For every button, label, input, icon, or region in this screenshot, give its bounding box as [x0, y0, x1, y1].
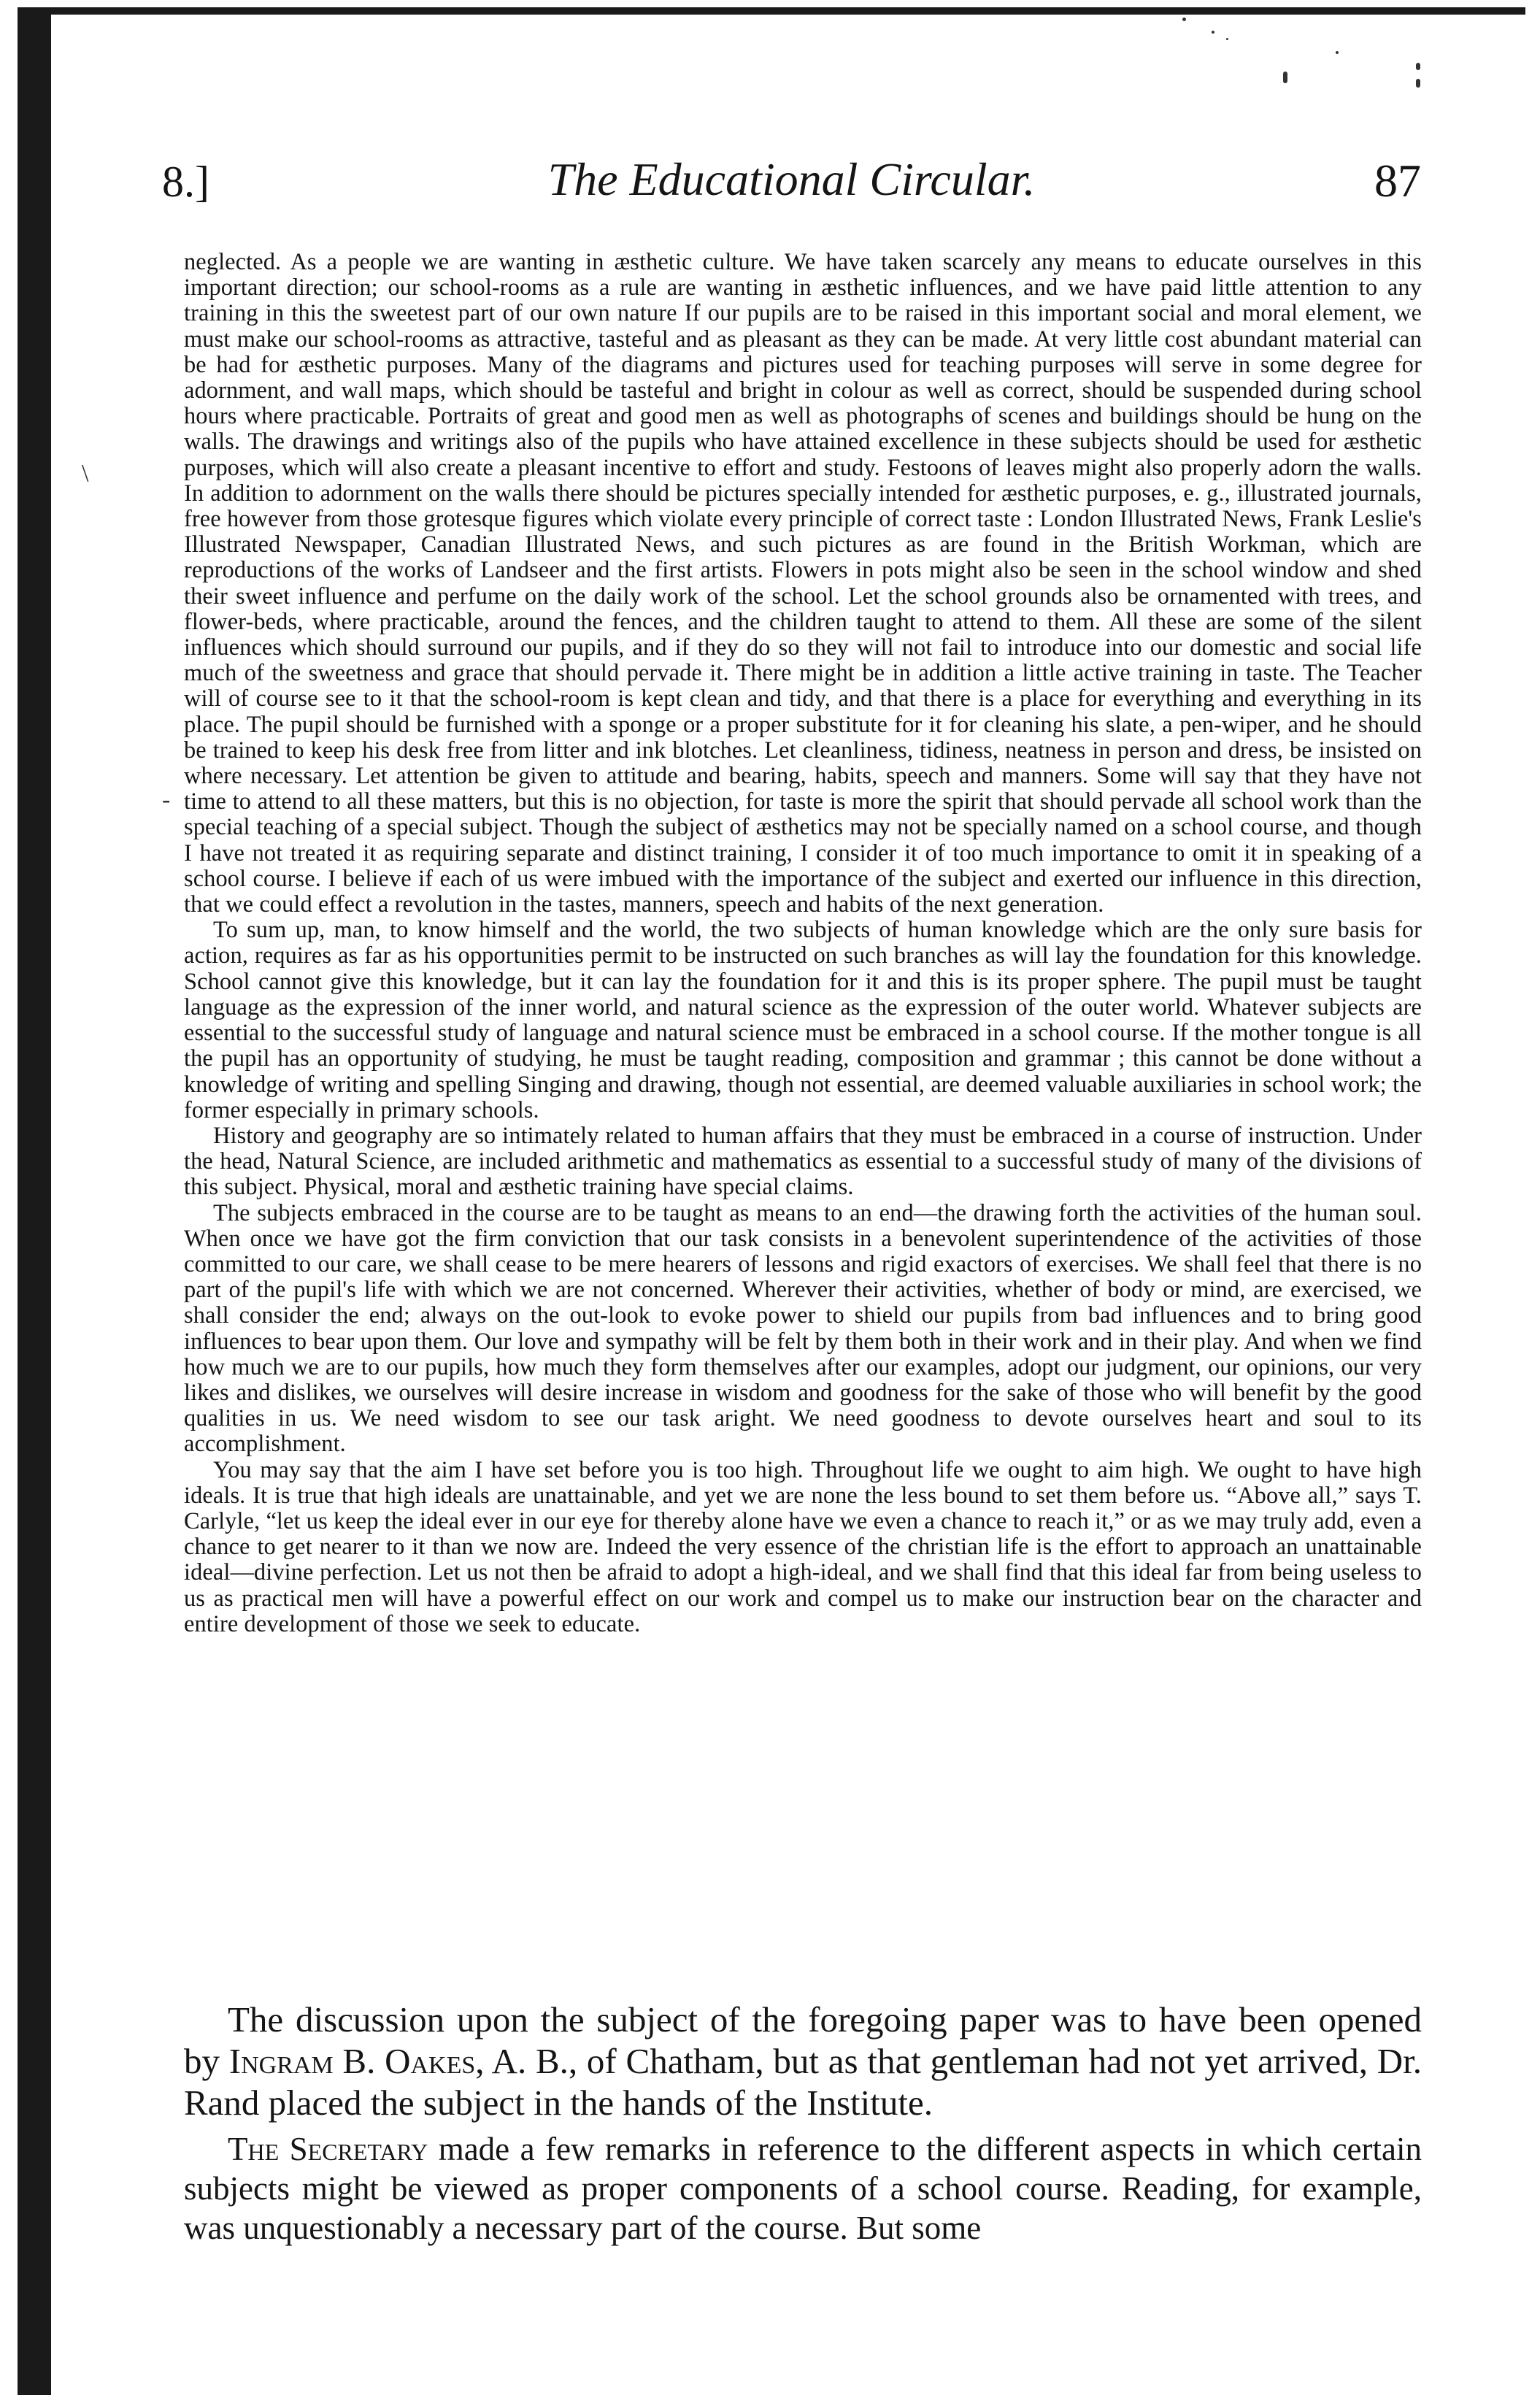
- print-specks: [1153, 18, 1460, 98]
- paragraph: neglected. As a people we are wanting in æsthetic culture. We have taken scarcely any means to educate ourselves in this important direction; our school-rooms as a rule are wanting in æsthetic influences, and we have paid little attention to any training in this the sweetest part of our own nature If our pupils are to be raised in this important social and moral element, we must make our school-rooms as attractive, tasteful and as pleasant as they can be made. At very little cost abundant material can be had for æsthetic purposes. Many of the diagrams and pictures used for teaching purposes will serve in some degree for adornment, and wall maps, which should be tasteful and bright in colour as well as correct, should be suspended during school hours where practicable. Portraits of great and good men as well as photographs of scenes and buildings should be hung on the walls. The drawings and writings also of the pupils who have attained excellence in these subjects should be used for æsthetic purposes, which will also create a pleasant incentive to effort and study. Festoons of leaves might also properly adorn the walls. In addition to adornment on the walls there should be pictures specially intended for æsthetic purposes, e. g., illustrated journals, free however from those grotesque figures which violate every principle of correct taste : London Illustrated News, Frank Leslie's Illustrated Newspaper, Canadian Illustrated News, and such pictures as are found in the British Workman, which are reproductions of the works of Landseer and the first artists. Flowers in pots might also be seen in the school window and shed their sweet influence and perfume on the daily work of the school. Let the school grounds also be ornamented with trees, and flower-beds, where practicable, around the fences, and the children taught to attend to them. All these are some of the silent influences which should surround our pupils, and if they do so they will not fail to introduce into our domestic and social life much of the sweetness and grace that should pervade it. There might be in addition a little active training in taste. The Teacher will of course see to it that the school-room is kept clean and tidy, and that there is a place for everything and everything in its place. The pupil should be furnished with a sponge or a proper substitute for it for cleaning his slate, a pen-wiper, and he should be trained to keep his desk free from litter and ink blotches. Let cleanliness, tidiness, neatness in person and dress, be insisted on where necessary. Let attention be given to attitude and bearing, habits, speech and manners. Some will say that they have not time to attend to all these matters, but this is no objection, for taste is more the spirit that should pervade all school work than the special teaching of a special subject. Though the subject of æsthetics may not be specially named on a school course, and though I have not treated it as requiring separate and distinct training, I consider it of too much importance to omit it in speaking of a school course. I believe if each of us were imbued with the importance of the subject and exerted our influence in this direction, that we could effect a revolution in the tastes, manners, speech and habits of the next generation.: [184, 249, 1422, 918]
- paragraph: You may say that the aim I have set before you is too high. Throughout life we ought to aim high. We ought to have high ideals. It is true that high ideals are unattainable, and yet we are none the less bound to set them before us. “Above all,” says T. Carlyle, “let us keep the ideal ever in our eye for thereby alone have we even a chance to reach it,” or as we may truly add, even a chance to get nearer to it than we now are. Indeed the very essence of the christian life is the effort to approach an unattainable ideal—divine perfection. Let us not then be afraid to adopt a high-ideal, and we shall find that this ideal far from being useless to us as practical men will have a powerful effect on our work and compel us to make our instruction bear on the character and entire development of those we seek to educate.: [184, 1456, 1422, 1637]
- discussion-text: made a few remarks in reference to the different aspects in which certain subjects might be viewed as proper components of a school course. Reading, for example, was unquestionably a necessary part of the course. But some: [184, 2131, 1422, 2246]
- page-border-left: [18, 7, 51, 2395]
- section-number: 8.]: [162, 158, 209, 206]
- discussion-paragraph: [184, 1999, 1422, 2123]
- article-body: [184, 250, 1422, 1637]
- paragraph: History and geography are so intimately related to human affairs that they must be embraced in a course of instruction. Under the head, Natural Science, are included arithmetic and mathematics as essential to a successful study of many of the divisions of this subject. Physical, moral and æsthetic training have special claims.: [184, 1122, 1422, 1201]
- discussion-text: , A. B., of Chatham, but as that gentleman had not yet arrived, Dr. Rand placed the subject in the hands of the Institute.: [184, 2041, 1422, 2123]
- page-border-top: [22, 7, 1525, 15]
- speaker-name: The Secretary: [228, 2131, 428, 2167]
- paragraph: To sum up, man, to know himself and the world, the two subjects of human knowledge which are the only sure basis for action, requires as far as his opportunities permit to be instructed on such branches as will lay the foundation for this knowledge. School cannot give this knowledge, but it can lay the foundation for it and this is its proper sphere. The pupil must be taught language as the expression of the inner world, and natural science as the expression of the outer world. Whatever subjects are essential to the successful study of language and natural science must be embraced in a school course. If the mother tongue is all the pupil has an opportunity of studying, he must be taught reading, composition and grammar ; this cannot be done without a knowledge of writing and spelling Singing and drawing, though not essential, are deemed valuable auxiliaries in school work; the former especially in primary schools.: [184, 917, 1422, 1123]
- paragraph: The subjects embraced in the course are to be taught as means to an end—the drawing forth the activities of the human soul. When once we have got the firm conviction that our task consists in a benevolent superintendence of the activities of those committed to our care, we shall cease to be mere hearers of lessons and rigid exactors of exercises. We shall feel that there is no part of the pupil's life with which we are not concerned. Wherever their activities, whether of body or mind, are exercised, we shall consider the end; always on the out-look to evoke power to shield our pupils from bad influences and to bring good influences to bear upon them. Our love and sympathy will be felt by them both in their work and in their play. And when we find how much we are to our pupils, how much they form themselves after our examples, adopt our judgment, our opinions, our very likes and dislikes, we ourselves will desire increase in wisdom and goodness for the sake of those who will benefit by the good qualities in us. We need wisdom to see our task aright. We need goodness to devote ourselves heart and soul to its accomplishment.: [184, 1199, 1422, 1458]
- discussion-paragraph: [184, 2129, 1422, 2248]
- journal-title: The Educational Circular.: [547, 153, 1036, 205]
- page-number: 87: [1374, 155, 1421, 207]
- margin-mark: -: [162, 786, 171, 813]
- running-header: [162, 150, 1421, 215]
- discussion-text: The discussion upon the subject of the foregoing paper was to have been opened by: [184, 1999, 1422, 2081]
- discussion-section: [184, 1999, 1422, 2248]
- margin-mark: \: [82, 460, 89, 487]
- speaker-name: Ingram B. Oakes: [228, 2041, 476, 2081]
